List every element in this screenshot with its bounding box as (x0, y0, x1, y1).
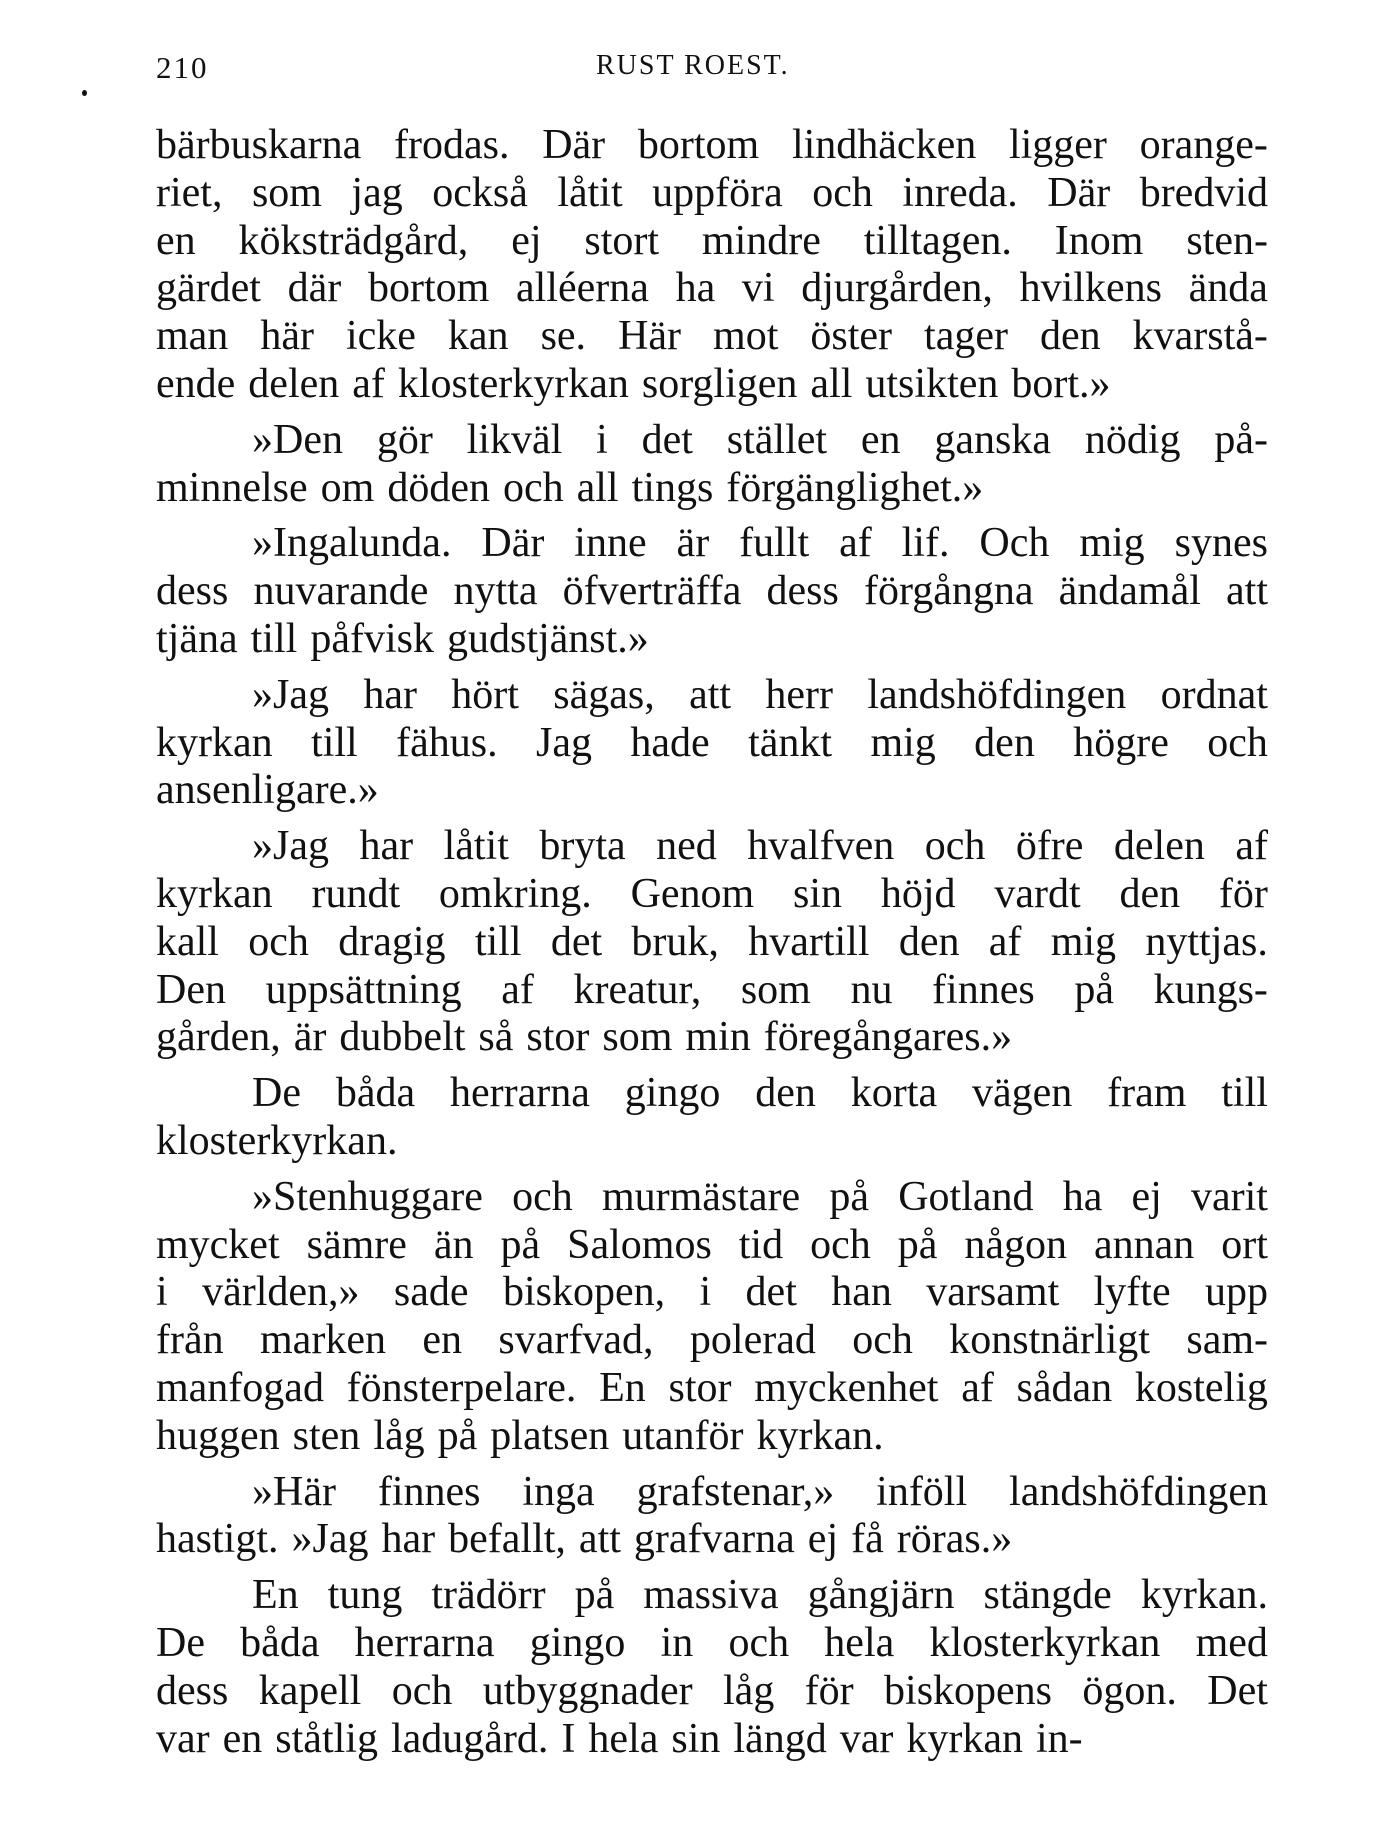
paragraph (156, 1174, 1268, 1461)
text-line: »Stenhuggare och murmästare på Gotland ha ej varit (252, 1173, 1268, 1220)
paragraph (156, 823, 1268, 1062)
text-line: dess nuvarande nytta öfverträffa dess förgångna ändamål att (156, 568, 1268, 615)
text-line: kyrkan till fähus. Jag hade tänkt mig den högre och (156, 719, 1268, 766)
text-line: mycket sämre än på Salomos tid och på någon annan ort (156, 1221, 1268, 1268)
page-number: 210 (156, 50, 209, 85)
text-line: »Jag har hört sägas, att herr landshöfdingen ordnat (252, 671, 1268, 718)
text-line: klosterkyrkan. (156, 1117, 398, 1164)
body-text (156, 122, 1268, 1763)
paragraph-gap (156, 815, 1268, 823)
paragraph-gap (156, 664, 1268, 672)
text-line: gärdet där bortom alléerna ha vi djurgården, hvilkens ända (156, 265, 1268, 312)
paragraph-gap (156, 1461, 1268, 1469)
text-line: var en ståtlig ladugård. I hela sin längd var kyrkan in- (156, 1715, 1083, 1762)
paragraph (156, 1469, 1268, 1565)
text-line: ende delen af klosterkyrkan sorgligen all utsikten bort.» (156, 360, 1111, 407)
paragraph-gap (156, 512, 1268, 520)
text-line: bärbuskarna frodas. Där bortom lindhäcken ligger orange- (156, 122, 1268, 168)
text-line: kyrkan rundt omkring. Genom sin höjd vardt den för (156, 870, 1268, 917)
paragraph-gap (156, 1564, 1268, 1572)
paragraph (156, 122, 1268, 409)
text-line: »Jag har låtit bryta ned hvalfven och öfre delen af (252, 823, 1268, 870)
text-line: kall och dragig till det bruk, hvartill den af mig nyttjas. (156, 918, 1268, 965)
text-line: »Den gör likväl i det stället en ganska nödig på- (252, 416, 1268, 463)
text-line: Den uppsättning af kreatur, som nu finnes på kungs- (156, 966, 1268, 1013)
text-line: riet, som jag också låtit uppföra och inreda. Där bredvid (156, 169, 1268, 216)
text-line: minnelse om döden och all tings förgänglighet.» (156, 464, 984, 511)
text-line: En tung trädörr på massiva gångjärn stängde kyrkan. (252, 1572, 1268, 1619)
paragraph (156, 1572, 1268, 1763)
text-line: från marken en svarfvad, polerad och konstnärligt sam- (156, 1317, 1268, 1364)
paragraph-gap (156, 1062, 1268, 1070)
text-line: man här icke kan se. Här mot öster tager den kvarstå- (156, 313, 1268, 360)
text-line: gården, är dubbelt så stor som min föregångares.» (156, 1014, 1013, 1061)
text-line: manfogad fönsterpelare. En stor myckenhet af sådan kostelig (156, 1364, 1268, 1411)
paragraph-gap (156, 409, 1268, 417)
paragraph (156, 672, 1268, 815)
text-line: i världen,» sade biskopen, i det han varsamt lyfte upp (156, 1269, 1268, 1316)
text-line: en köksträdgård, ej stort mindre tilltagen. Inom sten- (156, 217, 1268, 264)
text-line: tjäna till påfvisk gudstjänst.» (156, 615, 649, 662)
print-speck (82, 90, 87, 96)
paragraph (156, 417, 1268, 513)
paragraph (156, 520, 1268, 663)
paragraph-gap (156, 1166, 1268, 1174)
text-line: »Ingalunda. Där inne är fullt af lif. Och mig synes (252, 520, 1268, 567)
running-head (156, 50, 1266, 90)
text-line: De båda herrarna gingo den korta vägen fram till (252, 1070, 1268, 1117)
text-line: De båda herrarna gingo in och hela klosterkyrkan med (156, 1619, 1268, 1666)
text-line: »Här finnes inga grafstenar,» inföll landshöfdingen (252, 1468, 1268, 1515)
text-line: hastigt. »Jag har befallt, att grafvarna ej få röras.» (156, 1516, 1013, 1563)
text-line: ansenligare.» (156, 767, 379, 814)
running-title: RUST ROEST. (596, 50, 790, 81)
paragraph (156, 1070, 1268, 1166)
text-line: huggen sten låg på platsen utanför kyrkan. (156, 1412, 884, 1459)
text-line: dess kapell och utbyggnader låg för biskopens ögon. Det (156, 1667, 1268, 1714)
